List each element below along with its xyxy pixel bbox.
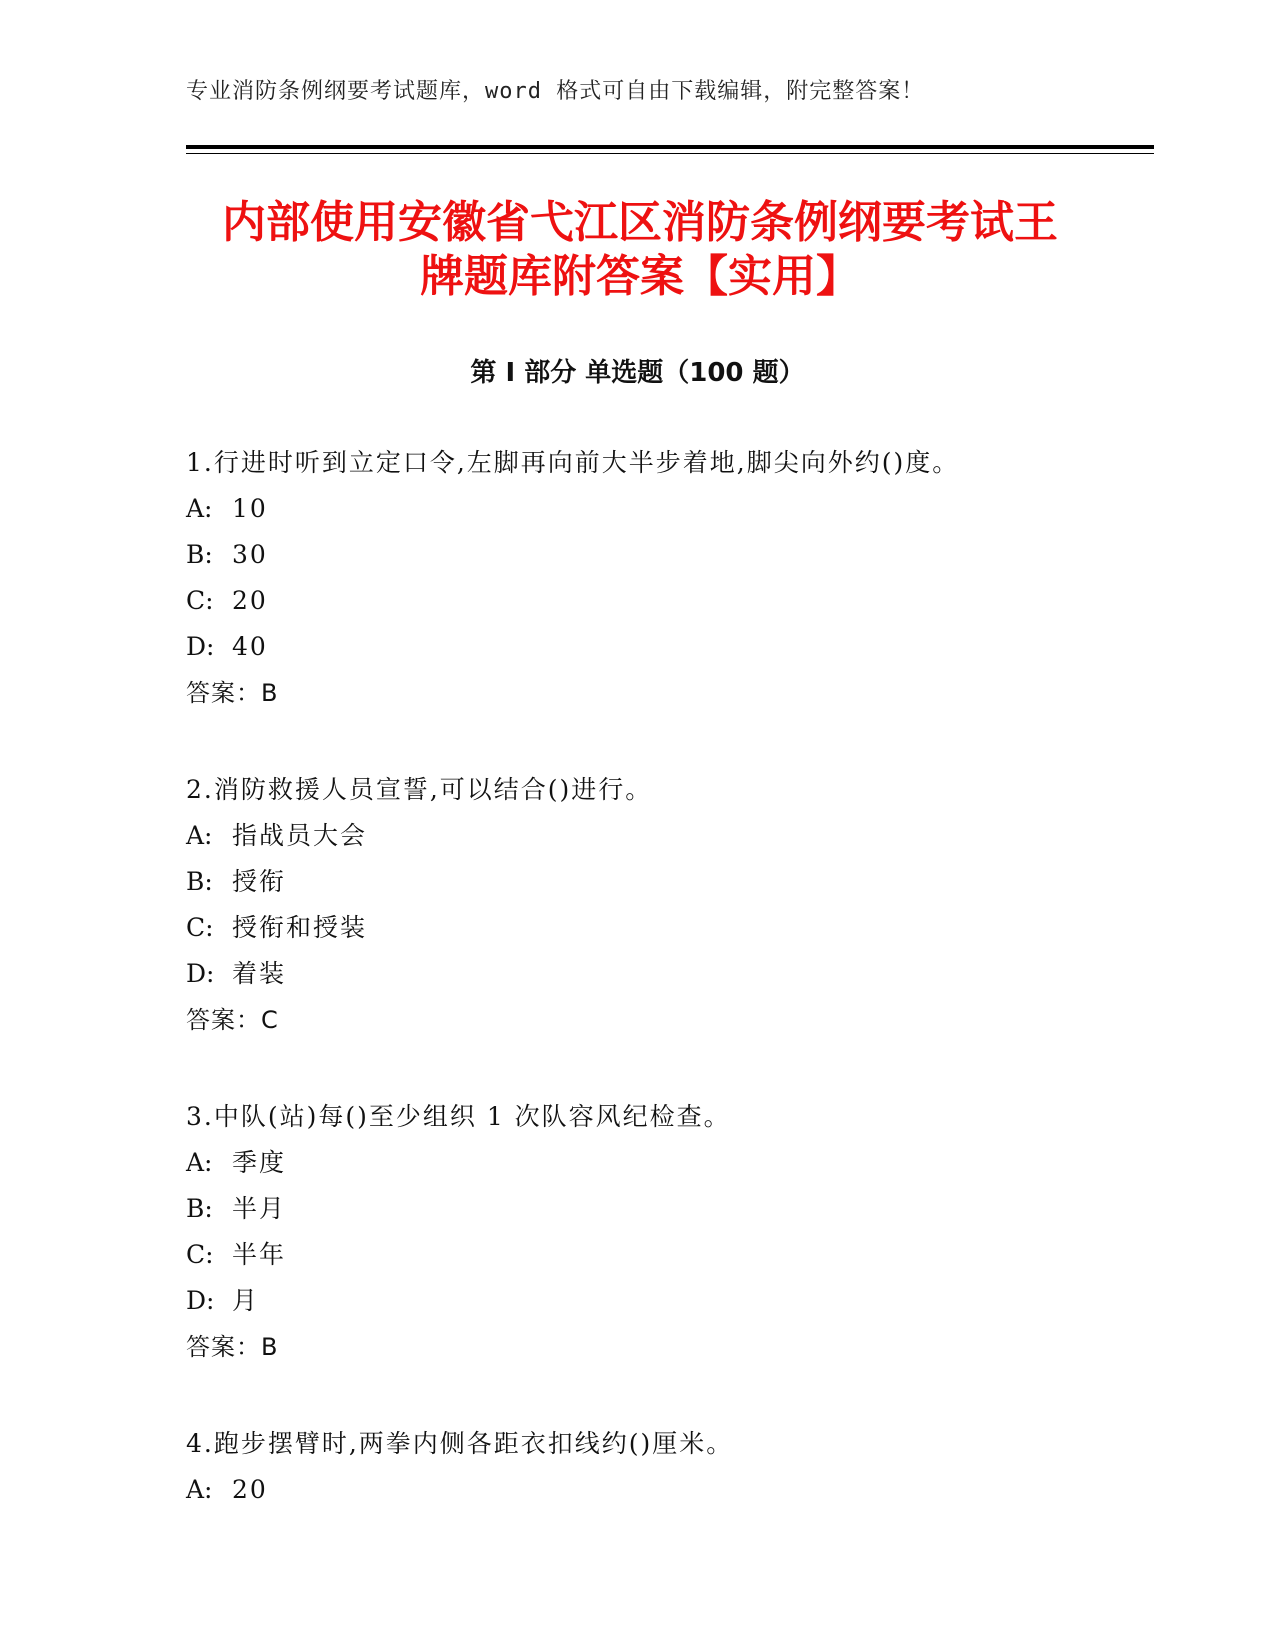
document-title: [170, 196, 1110, 304]
question-item: [186, 1094, 1136, 1370]
question-stem: 3.中队(站)每()至少组织 1 次队容风纪检查。: [186, 1102, 731, 1131]
option-text: 季度: [232, 1148, 287, 1177]
option-text: 40: [232, 632, 268, 661]
answer-line: 答案：B: [186, 679, 279, 707]
option-key: C:: [186, 1240, 214, 1269]
option-key: B:: [186, 867, 213, 896]
header-rule-thin: [186, 153, 1154, 154]
option-text: 30: [232, 540, 268, 569]
option-text: 着装: [232, 959, 287, 988]
header-rule-thick: [186, 145, 1154, 149]
question-stem: 4.跑步摆臂时,两拳内侧各距衣扣线约()厘米。: [186, 1429, 734, 1458]
option-text: 半月: [232, 1194, 287, 1223]
option-b: [186, 532, 1136, 578]
option-key: D:: [186, 632, 215, 661]
answer-line: 答案：C: [186, 1006, 279, 1034]
option-text: 10: [232, 494, 268, 523]
option-a: [186, 486, 1136, 532]
option-b: [186, 1186, 1136, 1232]
option-text: 20: [232, 586, 268, 615]
option-key: D:: [186, 1286, 215, 1315]
option-key: A:: [186, 494, 213, 523]
option-a: [186, 1140, 1136, 1186]
option-text: 月: [232, 1286, 260, 1315]
option-c: [186, 1232, 1136, 1278]
option-key: B:: [186, 540, 213, 569]
option-key: B:: [186, 1194, 213, 1223]
option-d: [186, 1278, 1136, 1324]
option-key: A:: [186, 821, 213, 850]
option-key: C:: [186, 913, 214, 942]
option-text: 20: [232, 1475, 268, 1504]
option-a: [186, 813, 1136, 859]
section-heading: 第 I 部分 单选题（100 题）: [470, 358, 805, 388]
option-a: [186, 1467, 1136, 1513]
option-key: A:: [186, 1148, 213, 1177]
option-d: [186, 951, 1136, 997]
header-note: 专业消防条例纲要考试题库，word 格式可自由下载编辑，附完整答案！: [186, 79, 925, 104]
option-b: [186, 859, 1136, 905]
document-title-line-2: 牌题库附答案【实用】: [420, 251, 860, 302]
option-c: [186, 905, 1136, 951]
question-item: [186, 1421, 1136, 1513]
option-text: 指战员大会: [232, 821, 368, 850]
option-text: 授衔和授装: [232, 913, 368, 942]
option-key: D:: [186, 959, 215, 988]
document-title-line-1: 内部使用安徽省弋江区消防条例纲要考试王: [222, 197, 1058, 248]
option-key: A:: [186, 1475, 213, 1504]
question-list: [186, 440, 1136, 1564]
question-stem: 1.行进时听到立定口令,左脚再向前大半步着地,脚尖向外约()度。: [186, 448, 960, 477]
question-item: [186, 440, 1136, 716]
option-text: 授衔: [232, 867, 287, 896]
option-c: [186, 578, 1136, 624]
option-key: C:: [186, 586, 214, 615]
option-text: 半年: [232, 1240, 287, 1269]
question-stem: 2.消防救援人员宣誓,可以结合()进行。: [186, 775, 653, 804]
option-d: [186, 624, 1136, 670]
question-item: [186, 767, 1136, 1043]
answer-line: 答案：B: [186, 1333, 279, 1361]
